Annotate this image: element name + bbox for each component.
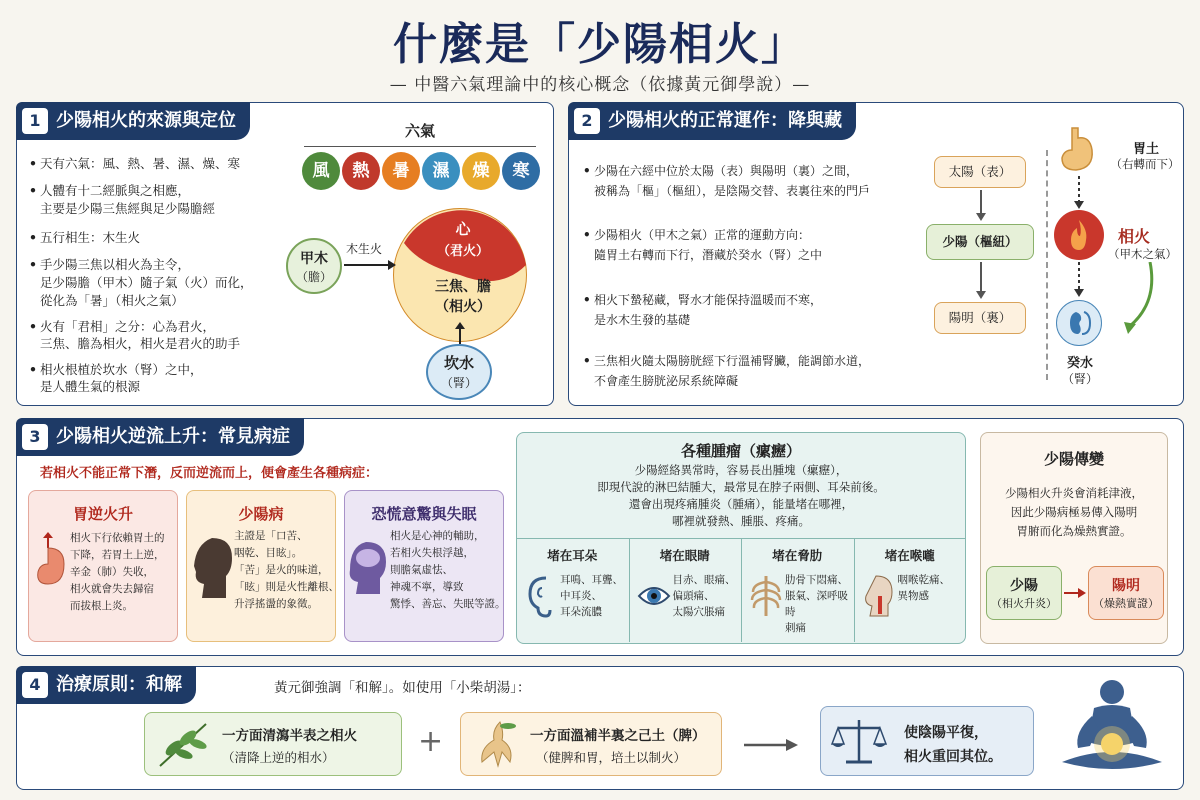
card-line: 相火是心神的輔助， [390, 530, 485, 542]
weitu-sub: （右轉而下） [1110, 157, 1180, 171]
tumor-line: 少陽經絡異常時，容易長出腫塊（瘰癧）， [634, 463, 848, 477]
throat-icon [862, 574, 896, 618]
card-title: 胃逆火升 [72, 505, 133, 523]
card-3-text [390, 528, 506, 613]
block-title: 堵在喉嚨 [884, 548, 935, 563]
zhuanbian-line: 因此少陽病極易傳入陽明 [1010, 505, 1138, 519]
tumor-line: 還會出現疼痛腫炎（腫痛），能量堵在哪裡， [628, 497, 854, 511]
block-title: 堵在脅肋 [772, 548, 823, 563]
liuqi-item: 濕 [422, 152, 460, 190]
section-1-title: 少陽相火的來源與定位 [56, 110, 236, 131]
card-line: 而拔根上炎。 [70, 600, 133, 612]
kanshui-label: 坎水 [443, 354, 474, 372]
arrow-down-4 [1072, 262, 1086, 298]
guishui-label: 癸水 [1066, 356, 1093, 371]
ribcage-icon [749, 574, 783, 618]
zhuanbian-title: 少陽傳變 [1043, 450, 1104, 468]
jiamu-sub: （膽） [295, 270, 332, 284]
result-line-1: 使陰陽平復， [904, 725, 988, 741]
card-line: 驚悸、善忘、失眠等證。 [390, 598, 506, 610]
block-line: 異物感 [897, 590, 929, 602]
block-line: 脹氣、深呼吸時 [785, 590, 848, 618]
block-line: 太陽穴脹痛 [672, 606, 725, 618]
s1-bullet: • 手少陽三焦以相火為主令， [40, 255, 190, 274]
card-2-text [234, 528, 339, 613]
mu-sheng-huo-arrow [344, 258, 396, 272]
liuqi-item: 寒 [502, 152, 540, 190]
yangming-box: 陽明（裏） [934, 302, 1026, 334]
heart-label: 心 [455, 220, 471, 238]
brain-head-icon [348, 540, 388, 596]
curve-green-arrow [1120, 262, 1160, 334]
section-1-header [16, 102, 250, 140]
yangming-result-box [1088, 566, 1164, 620]
block-line: 偏頭痛、 [672, 590, 715, 602]
balance-scale-icon [830, 714, 888, 768]
s2-bullet: • 相火下蟄秘藏，腎水才能保持溫暖而不寒， [594, 291, 822, 310]
block-line: 咽喉乾痛、 [897, 574, 950, 586]
card-line: 神魂不寧，導致 [390, 581, 464, 593]
s1-bullet-cont: 從化為「暑」（相火之氣） [40, 293, 184, 308]
block-text [560, 572, 627, 620]
s2-bullet-cont: 隨胃土右轉而下行，潛藏於癸水（腎）之中 [594, 248, 823, 262]
block-line: 刺痛 [785, 622, 806, 634]
ym-sub: （燥熱實證） [1093, 597, 1159, 610]
page-title: 什麼是「少陽相火」 [393, 19, 807, 70]
ear-icon [524, 574, 558, 618]
s4-intro: 黃元御強調「和解」。如使用「小柴胡湯」： [274, 680, 531, 696]
s1-bullet: • 人體有十二經脈與之相應， [40, 181, 190, 200]
section-3-header [16, 418, 304, 456]
block-title: 堵在眼睛 [659, 548, 710, 563]
s2-bullet: • 少陽在六經中位於太陽（表）與陽明（裏）之間， [594, 162, 858, 181]
s1-bullet-cont: 三焦、膽為相火，相火是君火的助手 [40, 336, 241, 351]
tumor-title: 各種腫瘤（瘰癧） [680, 442, 801, 460]
xianghuo-label: 相火 [1118, 227, 1151, 246]
s1-bullet-cont: 是人體生氣的根源 [40, 379, 141, 394]
card-line: 若相火失根浮越， [390, 547, 474, 559]
ginseng-root-icon [470, 718, 526, 770]
block-text [898, 572, 965, 604]
section-3-number: 3 [22, 424, 48, 450]
section-2-header [568, 102, 856, 140]
liuqi-bracket [304, 146, 536, 147]
shaoyang-box: 少陽（樞紐） [926, 224, 1034, 260]
card-line: 下降，若胃土上逆， [70, 549, 165, 561]
card-line: 「苦」是火的味道， [234, 564, 329, 576]
tumor-line: 哪裡就發熱、腫脹、疼痛。 [672, 514, 810, 528]
kanshui-arrow [453, 322, 467, 344]
result-arrow [744, 736, 798, 754]
shaoyang-result-box [986, 566, 1062, 620]
ym-label: 陽明 [1112, 578, 1140, 594]
card-line: 「眩」則是火性離根、 [234, 581, 339, 593]
block-text [785, 572, 852, 636]
jiamu-label: 甲木 [300, 251, 328, 267]
treat-1-sub: （清降上逆的相水） [222, 750, 335, 765]
tumor-text [516, 462, 966, 530]
herb-leaf-icon [156, 718, 212, 770]
treat-1-label: 一方面清瀉半表之相火 [222, 728, 357, 744]
card-line: 升浮搖盪的象徵。 [234, 598, 318, 610]
card-line: 相火就會失去歸宿 [70, 583, 154, 595]
card-title: 恐慌意驚與失眠 [371, 505, 477, 523]
s2-bullet-cont: 是水木生發的基礎 [594, 313, 691, 327]
s2-bullet-cont: 不會產生膀胱泌尿系統障礙 [594, 374, 739, 388]
section-4-title: 治療原則：和解 [56, 674, 182, 695]
section-4-number: 4 [22, 672, 48, 698]
block-line: 目赤、眼痛、 [672, 574, 736, 586]
divider-dashed [1046, 150, 1048, 380]
head-profile-icon [192, 536, 234, 602]
fire-icon [1066, 218, 1092, 252]
stomach-up-icon [34, 532, 68, 588]
sanjiao-sub: （相火） [435, 299, 491, 315]
zhuanbian-arrow [1064, 586, 1086, 600]
kanshui-sub: （腎） [440, 376, 477, 390]
card-line: 咽乾、目眩」。 [234, 547, 303, 559]
liuqi-item: 熱 [342, 152, 380, 190]
plus-sign: + [418, 724, 444, 759]
sy-sub: （相火升炎） [991, 597, 1057, 610]
s1-bullet-cont: 足少陽膽（甲木）隨子氣（火）而化， [40, 275, 253, 290]
heart-sub: （君火） [436, 244, 489, 259]
stomach-icon [1058, 126, 1098, 174]
block-line: 中耳炎、 [560, 590, 602, 602]
kidney-icon [1068, 310, 1092, 336]
liuqi-item: 風 [302, 152, 340, 190]
result-line-2: 相火重回其位。 [904, 749, 1002, 765]
xianghuo-sub: （甲木之氣） [1108, 247, 1177, 261]
sanjiao-label: 三焦、膽 [435, 279, 491, 295]
s2-bullet: • 三焦相火隨太陽膀胱經下行溫補腎臟，能調節水道， [594, 352, 870, 371]
card-line: 辛金（肺）失收， [70, 566, 154, 578]
arrow-down-3 [1072, 176, 1086, 210]
arrow-down-1 [974, 190, 988, 222]
page-subtitle: — 中醫六氣理論中的核心概念（依據黃元御學說）— [389, 75, 811, 95]
liuqi-item: 燥 [462, 152, 500, 190]
card-line: 相火下行依賴胃土的 [70, 532, 165, 544]
card-title: 少陽病 [238, 505, 284, 523]
block-line: 耳鳴、耳聾、 [560, 574, 623, 586]
arrow-down-2 [974, 262, 988, 300]
s1-bullet: • 火有「君相」之分：心為君火， [40, 317, 215, 336]
card-line: 主證是「口苦、 [234, 530, 308, 542]
s2-bullet-cont: 被稱為「樞」（樞紐），是陰陽交替、表裏往來的門戶 [594, 184, 871, 198]
card-line: 則膽氣虛怯、 [390, 564, 453, 576]
guishui-sub: （腎） [1061, 372, 1098, 386]
liuqi-item: 暑 [382, 152, 420, 190]
section-2-title: 少陽相火的正常運作：降與藏 [608, 110, 842, 131]
treat-2-sub: （健脾和胃，培土以制火） [536, 750, 687, 765]
taiyang-box: 太陽（表） [934, 156, 1026, 188]
block-text [673, 572, 740, 620]
meditation-figure-icon [1052, 676, 1172, 786]
zhuanbian-text [980, 484, 1168, 541]
s1-bullet: • 相火根植於坎水（腎）之中， [40, 360, 203, 379]
treat-2-label: 一方面溫補半裏之己土（脾） [530, 728, 706, 744]
card-1-text [70, 530, 165, 615]
mu-sheng-huo-label: 木生火 [346, 242, 383, 256]
zhuanbian-line: 少陽相火升炎會消耗津液， [1005, 486, 1143, 500]
s3-warning: 若相火不能正常下潛，反而逆流而上，便會產生各種病症： [40, 466, 379, 481]
s1-bullet: • 五行相生：木生火 [40, 228, 140, 247]
sy-label: 少陽 [1010, 578, 1038, 594]
section-4-header [16, 666, 196, 704]
block-title: 堵在耳朵 [547, 548, 598, 563]
section-3-title: 少陽相火逆流上升：常見病症 [56, 426, 290, 447]
section-1-number: 1 [22, 108, 48, 134]
block-line: 耳朵流膿 [560, 606, 602, 618]
s1-bullet-cont: 主要是少陽三焦經與足少陽膽經 [40, 201, 216, 216]
liuqi-label: 六氣 [404, 122, 435, 140]
eye-icon [637, 574, 671, 618]
weitu-label: 胃土 [1132, 142, 1159, 157]
tumor-line: 即現代說的淋巴結腫大，最常見在脖子兩側、耳朵前後。 [597, 480, 885, 494]
zhuanbian-line: 胃腑而化為燥熱實證。 [1016, 524, 1132, 538]
section-2-number: 2 [574, 108, 600, 134]
s2-bullet: • 少陽相火（甲木之氣）正常的運動方向： [594, 226, 810, 245]
s1-bullet: • 天有六氣：風、熱、暑、濕、燥、寒 [40, 154, 240, 173]
block-line: 肋骨下悶痛、 [785, 574, 848, 586]
